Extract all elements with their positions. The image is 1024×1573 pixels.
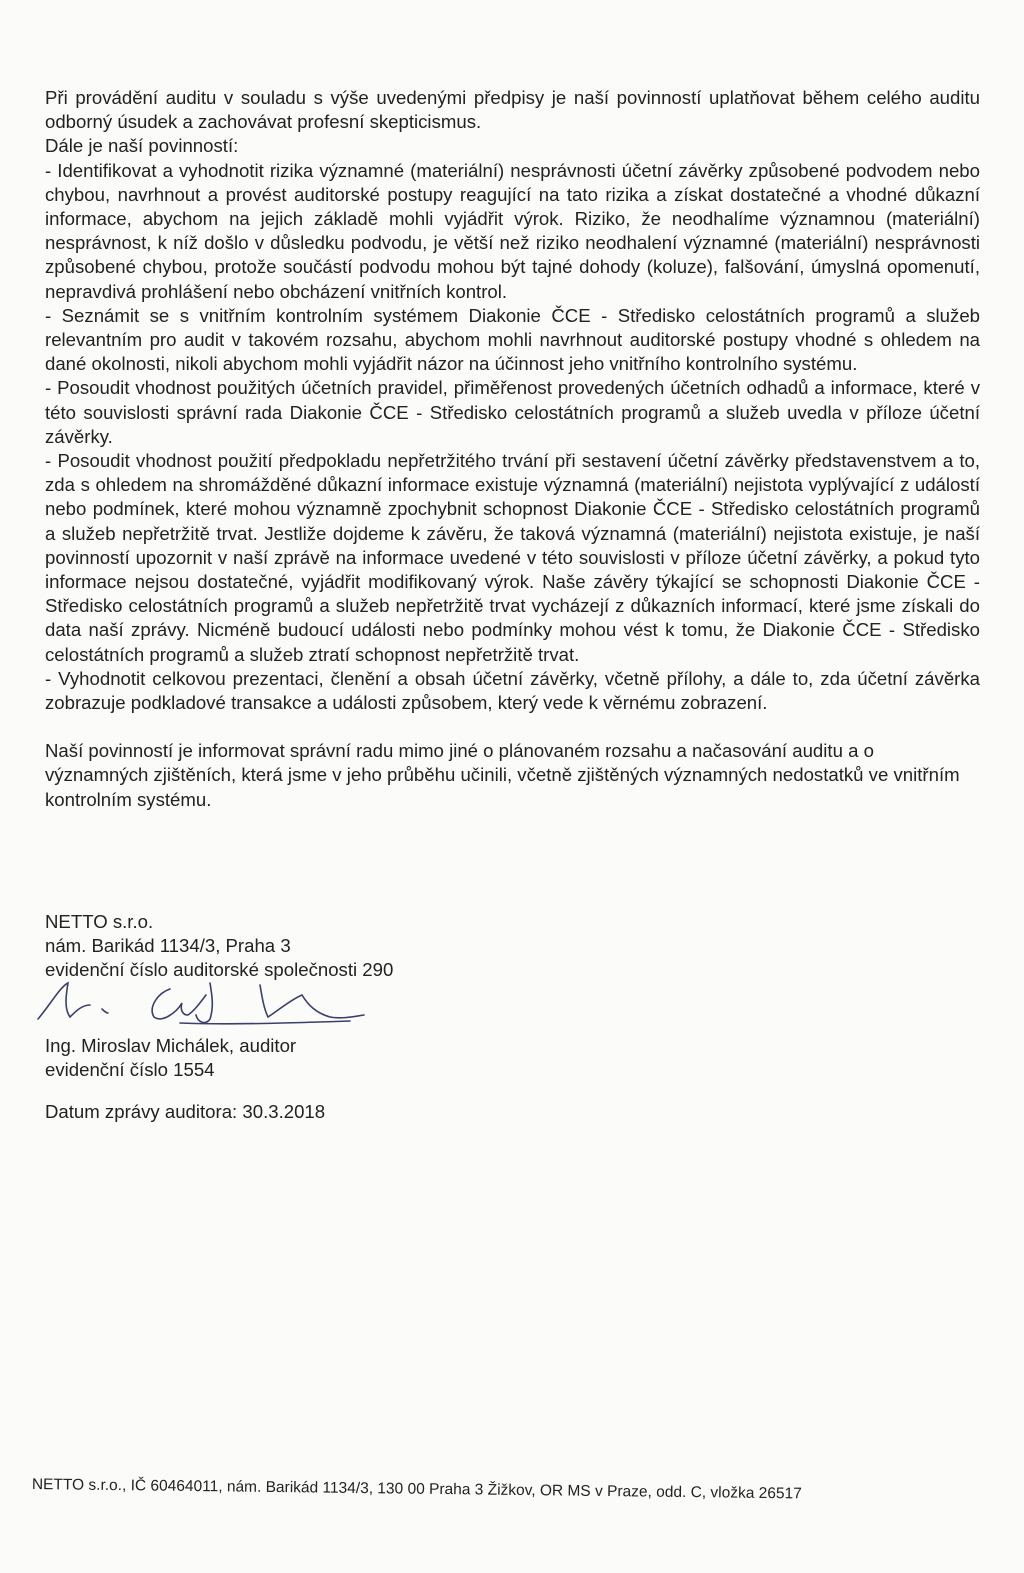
firm-name: NETTO s.r.o. bbox=[45, 911, 154, 932]
page-footer: NETTO s.r.o., IČ 60464011, nám. Barikád 1134/3, 130 00 Praha 3 Žižkov, OR MS v Praze, odd. C, vložka 26517 bbox=[31, 1476, 802, 1503]
intro-paragraph: Při provádění auditu v souladu s výše uvedenými předpisy je naší povinností uplatňovat během celého auditu odborný úsudek a zachovávat profesní skepticismus. bbox=[45, 87, 980, 133]
auditor-details bbox=[45, 1034, 296, 1082]
list-item: - Seznámit se s vnitřním kontrolním systémem Diakonie ČCE - Středisko celostátních programů a služeb relevantním pro audit v takovém rozsahu, abychom mohli navrhnout auditorské postupy vhodné s ohledem na dané okolnosti, nikoli abychom mohli vyjádřit názor na účinnost jeho vnitřního kontrolního systému. bbox=[45, 304, 980, 375]
firm-address: nám. Barikád 1134/3, Praha 3 bbox=[45, 935, 291, 956]
auditor-name: Ing. Miroslav Michálek, auditor bbox=[45, 1035, 297, 1056]
firm-registration: evidenční číslo auditorské společnosti 290 bbox=[45, 959, 394, 980]
firm-details bbox=[45, 910, 393, 982]
handwritten-signature bbox=[30, 975, 370, 1035]
auditor-number: evidenční číslo 1554 bbox=[45, 1059, 215, 1080]
list-item: - Posoudit vhodnost použitých účetních pravidel, přiměřenost provedených účetních odhadů a informace, které v této souvislosti správní rada Diakonie ČCE - Středisko celostátních programů a služeb uvedla v příloze účetní závěrky. bbox=[45, 377, 980, 447]
list-item: - Identifikovat a vyhodnotit rizika významné (materiální) nesprávnosti účetní závěrky způsobené podvodem nebo chybou, navrhnout a provést auditorské postupy reagující na tato rizika a získat dostatečné a vhodné důkazní informace, abychom na jejich základě mohli vyjádřit výrok. Riziko, že neodhalíme významnou (materiální) nesprávnost, k níž došlo v důsledku podvodu, je větší než riziko neodhalení významné (materiální) nesprávnosti způsobené chybou, protože součástí podvodu mohou být tajné dohody (koluze), falšování, úmyslná opomenutí, nepravdivá prohlášení nebo obcházení vnitřních kontrol. bbox=[45, 159, 980, 302]
report-body bbox=[45, 86, 980, 812]
list-item: - Vyhodnotit celkovou prezentaci, členění a obsah účetní závěrky, včetně přílohy, a dále to, zda účetní závěrka zobrazuje podkladové transakce a události způsobem, který vede k věrnému zobrazení. bbox=[45, 667, 980, 714]
list-item: - Posoudit vhodnost použití předpokladu nepřetržitého trvání při sestavení účetní závěrky představenstvem a to, zda s ohledem na shromážděné důkazní informace existuje významná (materiální) nejistota vyplývající z událostí nebo podmínek, které mohou významně zpochybnit schopnost Diakonie ČCE - Středisko celostátních programů a služeb nepřetržitě trvat. Jestliže dojdeme k závěru, že taková významná (materiální) nejistota existuje, je naší povinností upozornit v naší zprávě na informace uvedené v této souvislosti v příloze účetní závěrky, a pokud tyto informace nejsou dostatečné, vyjádřit modifikovaný výrok. Naše závěry týkající se schopnosti Diakonie ČCE - Středisko celostátních programů a služeb nepřetržitě trvat vycházejí z důkazních informací, které jsme získali do data naší zprávy. Nicméně budoucí události nebo podmínky mohou vést k tomu, že Diakonie ČCE - Středisko celostátních programů a služeb ztratí schopnost nepřetržitě trvat. bbox=[45, 450, 980, 665]
intro-heading: Dále je naší povinností: bbox=[45, 135, 239, 157]
closing-paragraph: Naší povinností je informovat správní radu mimo jiné o plánovaném rozsahu a načasování auditu a o významných zjištěních, která jsme v jeho průběhu učinili, včetně zjištěných významných nedostatků ve vnitřním kontrolním systému. bbox=[45, 740, 960, 810]
report-date: Datum zprávy auditora: 30.3.2018 bbox=[45, 1101, 326, 1122]
